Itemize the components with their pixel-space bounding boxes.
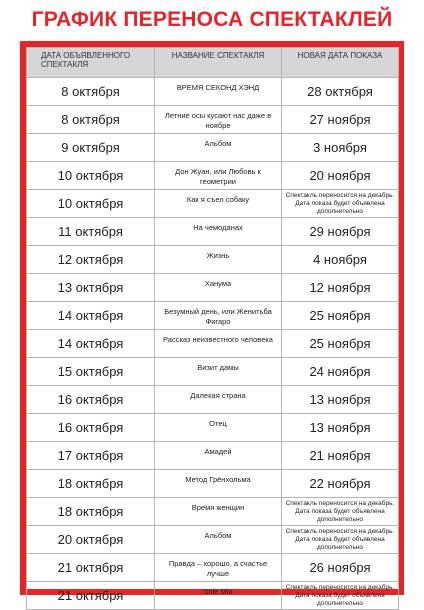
show-name-cell: Правда – хорошо, а счастье лучше xyxy=(155,554,282,582)
announced-date-cell: 9 октября xyxy=(27,134,155,162)
announced-date-cell: 18 октября xyxy=(27,470,155,498)
table-row xyxy=(27,218,399,246)
table-row xyxy=(27,414,399,442)
postponed-note-cell: Спектакль переносится на декабрь. Дата показа будет объявлена дополнительно xyxy=(282,526,399,554)
new-date-cell: 29 ноября xyxy=(282,218,399,246)
new-date-cell: 27 ноября xyxy=(282,106,399,134)
show-name-cell: Визит дамы xyxy=(155,358,282,386)
show-name-cell: Жизнь xyxy=(155,246,282,274)
new-date-cell: 12 ноября xyxy=(282,274,399,302)
announced-date-cell: 21 октября xyxy=(27,554,155,582)
new-date-cell: 13 ноября xyxy=(282,414,399,442)
show-name-cell: Безумный день, или Женитьба Фигаро xyxy=(155,302,282,330)
show-name-cell: Летние осы кусают нас даже в ноябре xyxy=(155,106,282,134)
show-name-cell: Альбом xyxy=(155,526,282,554)
show-name-cell: На чемоданах xyxy=(155,218,282,246)
new-date-cell: 21 ноября xyxy=(282,442,399,470)
announced-date-cell: 13 октября xyxy=(27,274,155,302)
show-name-cell: Отец xyxy=(155,414,282,442)
announced-date-cell: 14 октября xyxy=(27,330,155,358)
show-name-cell: Sole Mio xyxy=(155,582,282,610)
announced-date-cell: 20 октября xyxy=(27,526,155,554)
header-show-name: НАЗВАНИЕ СПЕКТАКЛЯ xyxy=(155,48,282,78)
table-row xyxy=(27,554,399,582)
table-row xyxy=(27,498,399,526)
announced-date-cell: 16 октября xyxy=(27,386,155,414)
postponed-note-cell: Спектакль переносится на декабрь. Дата показа будет объявлена дополнительно xyxy=(282,190,399,218)
table-body xyxy=(27,78,399,610)
header-new-date: НОВАЯ ДАТА ПОКАЗА xyxy=(282,48,399,78)
announced-date-cell: 8 октября xyxy=(27,78,155,106)
table-row xyxy=(27,78,399,106)
new-date-cell: 26 ноября xyxy=(282,554,399,582)
announced-date-cell: 8 октября xyxy=(27,106,155,134)
table-row xyxy=(27,106,399,134)
table-row xyxy=(27,302,399,330)
table-row xyxy=(27,470,399,498)
show-name-cell: Метод Грёнхольма xyxy=(155,470,282,498)
show-name-cell: Альбом xyxy=(155,134,282,162)
new-date-cell: 20 ноября xyxy=(282,162,399,190)
new-date-cell: 28 октября xyxy=(282,78,399,106)
table-row xyxy=(27,190,399,218)
schedule-frame xyxy=(20,41,404,607)
table-row xyxy=(27,582,399,610)
announced-date-cell: 15 октября xyxy=(27,358,155,386)
new-date-cell: 3 ноября xyxy=(282,134,399,162)
postponed-note-cell: Спектакль переносится на декабрь. Дата показа будет объявлена дополнительно xyxy=(282,582,399,610)
table-row xyxy=(27,134,399,162)
table-row xyxy=(27,358,399,386)
show-name-cell: Время женщин xyxy=(155,498,282,526)
announced-date-cell: 14 октября xyxy=(27,302,155,330)
table-row xyxy=(27,330,399,358)
announced-date-cell: 17 октября xyxy=(27,442,155,470)
postponed-note-cell: Спектакль переносится на декабрь. Дата показа будет объявлена дополнительно xyxy=(282,498,399,526)
announced-date-cell: 16 октября xyxy=(27,414,155,442)
new-date-cell: 25 ноября xyxy=(282,302,399,330)
new-date-cell: 13 ноября xyxy=(282,386,399,414)
show-name-cell: Амадей xyxy=(155,442,282,470)
announced-date-cell: 10 октября xyxy=(27,190,155,218)
new-date-cell: 4 ноября xyxy=(282,246,399,274)
header-announced-date: ДАТА ОБЪЯВЛЕННОГО СПЕКТАКЛЯ xyxy=(27,48,155,78)
show-name-cell: Рассказ неизвестного человека xyxy=(155,330,282,358)
table-row xyxy=(27,246,399,274)
show-name-cell: Ханума xyxy=(155,274,282,302)
schedule-table xyxy=(26,47,399,610)
page-title: ГРАФИК ПЕРЕНОСА СПЕКТАКЛЕЙ xyxy=(31,8,393,31)
announced-date-cell: 10 октября xyxy=(27,162,155,190)
show-name-cell: Как я съел собаку xyxy=(155,190,282,218)
new-date-cell: 24 ноября xyxy=(282,358,399,386)
announced-date-cell: 18 октября xyxy=(27,498,155,526)
announced-date-cell: 11 октября xyxy=(27,218,155,246)
table-row xyxy=(27,442,399,470)
show-name-cell: ВРЕМЯ СЕКОНД ХЭНД xyxy=(155,78,282,106)
table-row xyxy=(27,526,399,554)
table-row xyxy=(27,162,399,190)
show-name-cell: Дон Жуан, или Любовь к геометрии xyxy=(155,162,282,190)
table-header-row xyxy=(27,48,399,78)
show-name-cell: Далекая страна xyxy=(155,386,282,414)
table-row xyxy=(27,386,399,414)
table-row xyxy=(27,274,399,302)
new-date-cell: 22 ноября xyxy=(282,470,399,498)
announced-date-cell: 21 октября xyxy=(27,582,155,610)
new-date-cell: 25 ноября xyxy=(282,330,399,358)
announced-date-cell: 12 октября xyxy=(27,246,155,274)
